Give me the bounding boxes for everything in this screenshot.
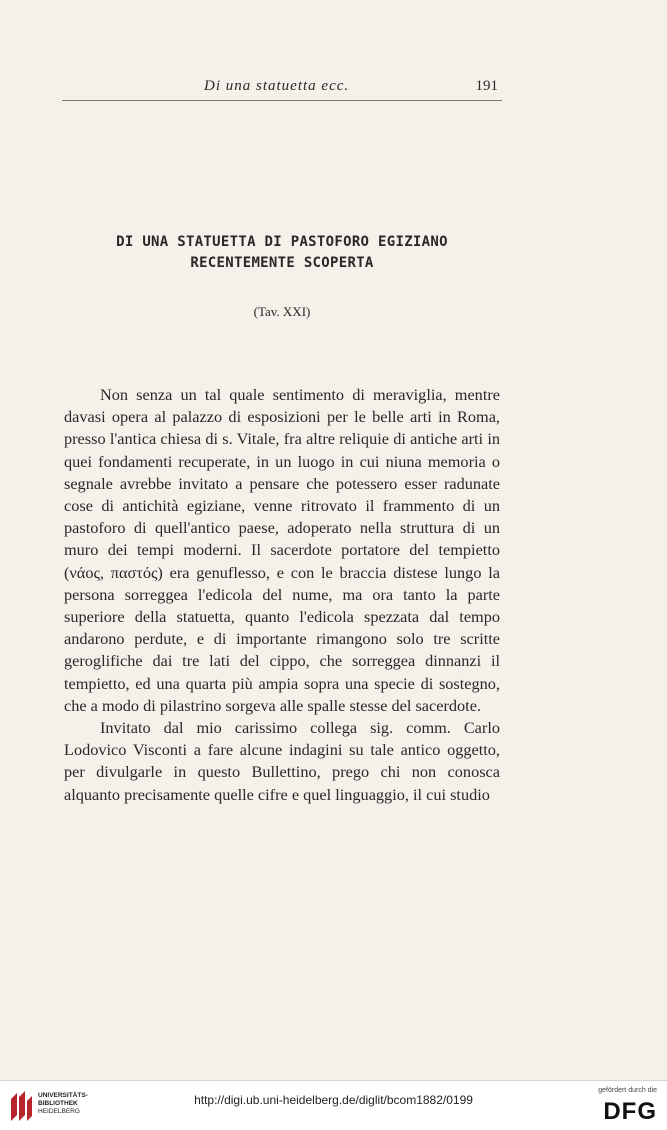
article-body bbox=[64, 384, 500, 806]
funded-by-label: gefördert durch die bbox=[598, 1087, 657, 1094]
permalink-url[interactable]: http://digi.ub.uni-heidelberg.de/diglit/bcom1882/0199 bbox=[194, 1093, 473, 1107]
library-name: UNIVERSITÄTS- BIBLIOTHEK HEIDELBERG bbox=[38, 1092, 88, 1115]
paragraph-2: Invitato dal mio carissimo collega sig. comm. Carlo Lodovico Visconti a fare alcune indagini su tale antico oggetto, per divulgarle in questo Bullettino, prego chi non conosca alquanto precisamente quelle cifre e quel linguaggio, il cui studio bbox=[64, 718, 500, 804]
article-title-line-2: RECENTEMENTE SCOPERTA bbox=[190, 255, 374, 271]
page-number: 191 bbox=[475, 78, 498, 94]
plate-reference: (Tav. XXI) bbox=[253, 304, 311, 319]
paragraph-1: Non senza un tal quale sentimento di meraviglia, mentre davasi opera al palazzo di esposizioni per le belle arti in Roma, presso l'antica chiesa di s. Vitale, fra altre reliquie di antiche arti in quei fondamenti recuperate, in un luogo in cui niuna memoria o segnale avrebbe invitato a pensare che potessero esser radunate cose di antichità egiziane, venne ritrovato il frammento di un pastoforo di quell'antico paese, adoperato nella struttura di un muro dei tempi moderni. Il sacerdote portatore del tempietto (νάος, παστός) era genuflesso, e con le braccia distese lungo la persona sorreggea l'edicola del nume, ma ora tanto la parte superiore della statuetta, quanto l'edicola spezzata dal tempo andarono perdute, e di importante rimangono solo tre scritte geroglifiche dai tre lati del cippo, che sorreggea dinnanzi il tempietto, ed una quarta più ampia sopra una specie di sostegno, che a modo di pilastrino sorgeva alle spalle stesse del sacerdote. bbox=[64, 385, 500, 715]
running-head bbox=[62, 76, 502, 101]
article-title bbox=[60, 232, 504, 274]
digitization-footer bbox=[0, 1080, 667, 1130]
article-title-line-1: DI UNA STATUETTA DI PASTOFORO EGIZIANO bbox=[116, 234, 448, 250]
running-title: Di una statuetta ecc. bbox=[204, 78, 350, 94]
dfg-logo[interactable]: DFG bbox=[603, 1098, 657, 1125]
